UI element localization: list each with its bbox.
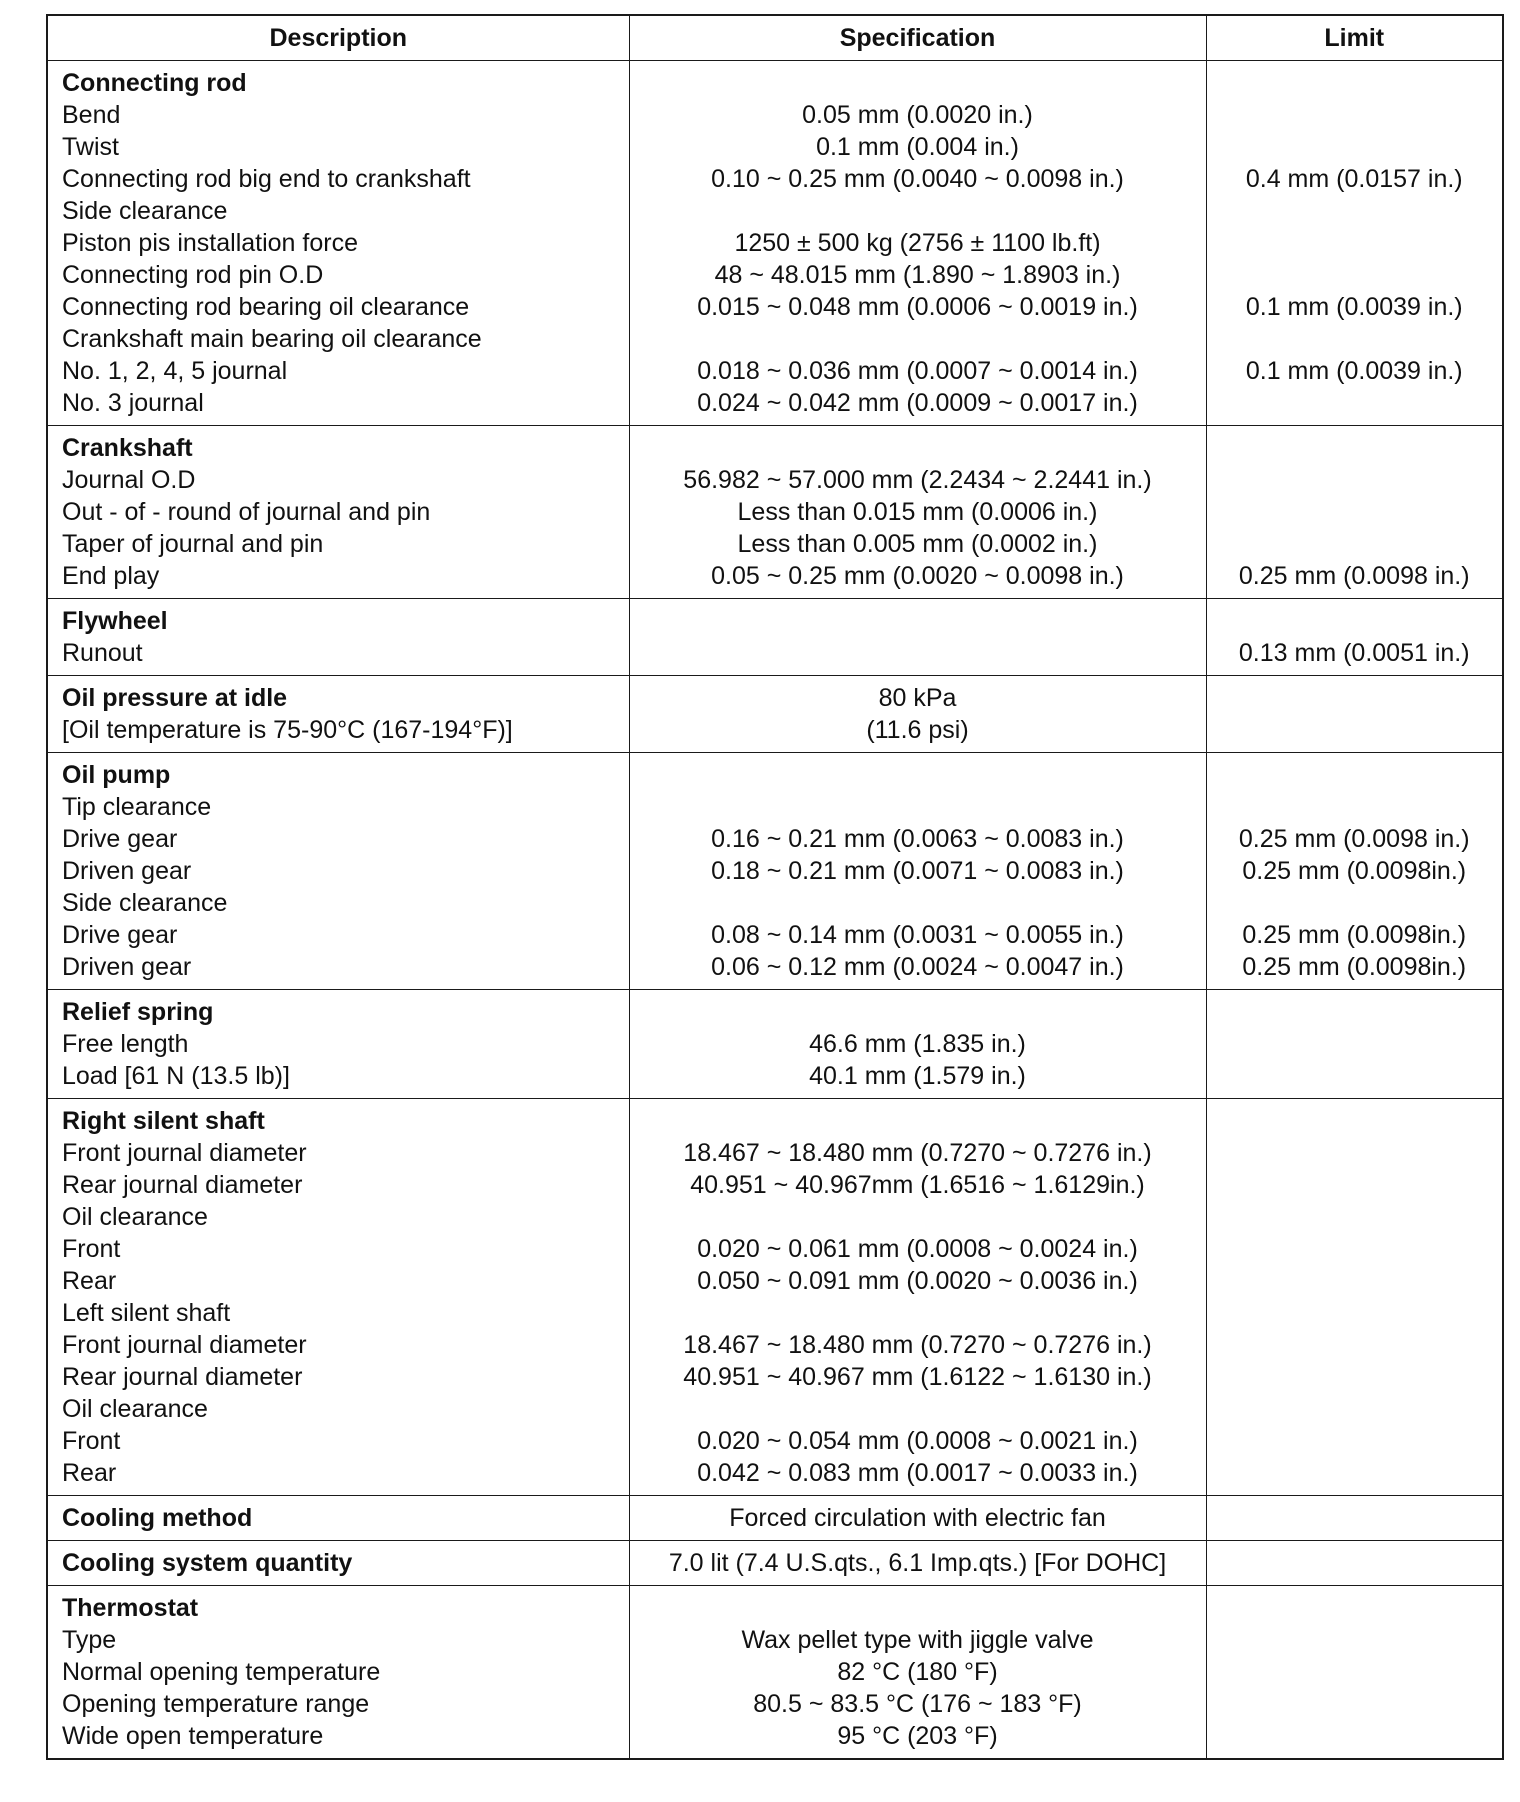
item-label: Type	[62, 1626, 117, 1654]
limit-value	[1213, 1547, 1497, 1579]
specification-cell	[629, 61, 1206, 426]
spec-value	[636, 1393, 1200, 1425]
description-cell	[47, 990, 629, 1099]
specification-cell	[629, 676, 1206, 753]
spec-value: 0.05 ~ 0.25 mm (0.0020 ~ 0.0098 in.)	[711, 562, 1124, 590]
limit-value	[1213, 195, 1497, 227]
limit-value	[1213, 1105, 1497, 1137]
limit-value	[1213, 682, 1497, 714]
item-label: No. 3 journal	[62, 389, 204, 417]
spec-value	[636, 759, 1200, 791]
item-label: End play	[62, 562, 160, 590]
item-label: Rear	[62, 1267, 117, 1295]
limit-value	[1213, 1624, 1497, 1656]
limit-value	[1213, 464, 1497, 496]
item-label: Drive gear	[62, 825, 178, 853]
limit-value	[1213, 1233, 1497, 1265]
section-title: Flywheel	[62, 607, 168, 635]
spec-value	[636, 1297, 1200, 1329]
limit-value	[1213, 714, 1497, 746]
header-row	[47, 15, 1503, 61]
section-row-thermostat	[47, 1586, 1503, 1760]
spec-value: 0.020 ~ 0.061 mm (0.0008 ~ 0.0024 in.)	[697, 1235, 1138, 1263]
limit-cell	[1206, 61, 1503, 426]
item-label: Side clearance	[62, 197, 228, 225]
spec-value: 80 kPa	[878, 684, 957, 712]
spec-value: Less than 0.005 mm (0.0002 in.)	[737, 530, 1098, 558]
section-row-connecting-rod	[47, 61, 1503, 426]
spec-value: 18.467 ~ 18.480 mm (0.7270 ~ 0.7276 in.)	[683, 1331, 1152, 1359]
item-label: Driven gear	[62, 953, 192, 981]
table-body	[47, 61, 1503, 1760]
limit-value	[1213, 528, 1497, 560]
limit-value	[1213, 1361, 1497, 1393]
spec-value	[636, 605, 1200, 637]
spec-value: 48 ~ 48.015 mm (1.890 ~ 1.8903 in.)	[714, 261, 1121, 289]
spec-value: 0.024 ~ 0.042 mm (0.0009 ~ 0.0017 in.)	[697, 389, 1138, 417]
section-row-cooling-method	[47, 1496, 1503, 1541]
description-cell	[47, 1099, 629, 1496]
spec-value	[636, 887, 1200, 919]
item-label: Connecting rod big end to crankshaft	[62, 165, 471, 193]
description-cell	[47, 1496, 629, 1541]
item-label: Drive gear	[62, 921, 178, 949]
item-label: Opening temperature range	[62, 1690, 370, 1718]
specification-cell	[629, 1541, 1206, 1586]
item-label: Front	[62, 1427, 121, 1455]
limit-cell	[1206, 426, 1503, 599]
item-label: Oil clearance	[62, 1395, 208, 1423]
section-row-cooling-system-quantity	[47, 1541, 1503, 1586]
item-label: Rear journal diameter	[62, 1363, 303, 1391]
item-label: Front journal diameter	[62, 1331, 307, 1359]
section-title: Thermostat	[62, 1594, 199, 1622]
spec-value	[636, 67, 1200, 99]
description-cell	[47, 676, 629, 753]
description-cell	[47, 426, 629, 599]
spec-value: 1250 ± 500 kg (2756 ± 1100 lb.ft)	[734, 229, 1101, 257]
item-label: Driven gear	[62, 857, 192, 885]
limit-value: 0.13 mm (0.0051 in.)	[1238, 639, 1470, 667]
limit-cell	[1206, 1099, 1503, 1496]
spec-value: 0.018 ~ 0.036 mm (0.0007 ~ 0.0014 in.)	[697, 357, 1138, 385]
spec-value	[636, 323, 1200, 355]
item-label: Taper of journal and pin	[62, 530, 324, 558]
limit-value	[1213, 1060, 1497, 1092]
item-label: Free length	[62, 1030, 189, 1058]
limit-value	[1213, 1720, 1497, 1752]
spec-value: (11.6 psi)	[866, 716, 969, 744]
section-row-relief-spring	[47, 990, 1503, 1099]
spec-value: 82 °C (180 °F)	[837, 1658, 998, 1686]
spec-value	[636, 996, 1200, 1028]
spec-value: Forced circulation with electric fan	[729, 1504, 1106, 1532]
item-label: [Oil temperature is 75-90°C (167-194°F)]	[62, 716, 513, 744]
limit-value	[1213, 759, 1497, 791]
description-cell	[47, 753, 629, 990]
spec-value	[636, 791, 1200, 823]
item-label: Front journal diameter	[62, 1139, 307, 1167]
spec-value: 95 °C (203 °F)	[837, 1722, 998, 1750]
item-label: Out - of - round of journal and pin	[62, 498, 431, 526]
limit-value	[1213, 1393, 1497, 1425]
item-label: Piston pis installation force	[62, 229, 358, 257]
limit-value	[1213, 1201, 1497, 1233]
limit-value	[1213, 1656, 1497, 1688]
limit-value	[1213, 496, 1497, 528]
item-label: Connecting rod bearing oil clearance	[62, 293, 470, 321]
item-label: Rear	[62, 1459, 117, 1487]
engine-spec-table	[46, 14, 1504, 1760]
limit-value	[1213, 259, 1497, 291]
section-row-flywheel	[47, 599, 1503, 676]
limit-value: 0.4 mm (0.0157 in.)	[1245, 165, 1463, 193]
limit-value	[1213, 387, 1497, 419]
item-label: Twist	[62, 133, 119, 161]
section-title: Connecting rod	[62, 69, 247, 97]
limit-value: 0.25 mm (0.0098in.)	[1242, 857, 1467, 885]
limit-value	[1213, 67, 1497, 99]
section-title: Oil pump	[62, 761, 171, 789]
description-cell	[47, 1541, 629, 1586]
item-label: Oil clearance	[62, 1203, 208, 1231]
limit-value	[1213, 432, 1497, 464]
limit-value	[1213, 1265, 1497, 1297]
limit-value: 0.1 mm (0.0039 in.)	[1245, 293, 1463, 321]
limit-value	[1213, 791, 1497, 823]
item-label: Load [61 N (13.5 lb)]	[62, 1062, 290, 1090]
description-cell	[47, 61, 629, 426]
spec-value: 0.08 ~ 0.14 mm (0.0031 ~ 0.0055 in.)	[711, 921, 1124, 949]
spec-value: 0.042 ~ 0.083 mm (0.0017 ~ 0.0033 in.)	[697, 1459, 1138, 1487]
section-title: Relief spring	[62, 998, 214, 1026]
spec-value: 18.467 ~ 18.480 mm (0.7270 ~ 0.7276 in.)	[683, 1139, 1152, 1167]
specification-cell	[629, 1496, 1206, 1541]
limit-value: 0.25 mm (0.0098 in.)	[1238, 562, 1470, 590]
section-title: Oil pressure at idle	[62, 684, 288, 712]
limit-cell	[1206, 990, 1503, 1099]
section-title: Cooling system quantity	[62, 1549, 353, 1577]
limit-value	[1213, 887, 1497, 919]
limit-value	[1213, 1457, 1497, 1489]
item-label: Left silent shaft	[62, 1299, 231, 1327]
description-cell	[47, 599, 629, 676]
spec-sheet	[46, 14, 1502, 1760]
limit-value	[1213, 1137, 1497, 1169]
spec-value: 40.951 ~ 40.967mm (1.6516 ~ 1.6129in.)	[690, 1171, 1145, 1199]
item-label: Journal O.D	[62, 466, 196, 494]
section-title: Cooling method	[62, 1504, 253, 1532]
limit-value: 0.25 mm (0.0098in.)	[1242, 921, 1467, 949]
limit-value	[1213, 1028, 1497, 1060]
section-row-crankshaft	[47, 426, 1503, 599]
limit-value	[1213, 1502, 1497, 1534]
header-specification: Specification	[629, 15, 1206, 61]
spec-value	[636, 432, 1200, 464]
limit-value: 0.25 mm (0.0098 in.)	[1238, 825, 1470, 853]
spec-value	[636, 1105, 1200, 1137]
limit-cell	[1206, 1496, 1503, 1541]
limit-cell	[1206, 1541, 1503, 1586]
limit-value	[1213, 1425, 1497, 1457]
spec-value: 80.5 ~ 83.5 °C (176 ~ 183 °F)	[753, 1690, 1082, 1718]
item-label: No. 1, 2, 4, 5 journal	[62, 357, 288, 385]
spec-value: 0.06 ~ 0.12 mm (0.0024 ~ 0.0047 in.)	[711, 953, 1124, 981]
limit-cell	[1206, 1586, 1503, 1760]
limit-cell	[1206, 599, 1503, 676]
specification-cell	[629, 426, 1206, 599]
item-label: Rear journal diameter	[62, 1171, 303, 1199]
header-limit: Limit	[1206, 15, 1503, 61]
section-title: Crankshaft	[62, 434, 193, 462]
item-label: Connecting rod pin O.D	[62, 261, 324, 289]
spec-value: 0.05 mm (0.0020 in.)	[802, 101, 1033, 129]
limit-value	[1213, 131, 1497, 163]
specification-cell	[629, 990, 1206, 1099]
spec-value: 0.015 ~ 0.048 mm (0.0006 ~ 0.0019 in.)	[697, 293, 1138, 321]
item-label: Tip clearance	[62, 793, 212, 821]
limit-cell	[1206, 676, 1503, 753]
limit-value	[1213, 996, 1497, 1028]
spec-value: 46.6 mm (1.835 in.)	[809, 1030, 1026, 1058]
limit-value	[1213, 605, 1497, 637]
limit-value	[1213, 1329, 1497, 1361]
spec-value: 0.050 ~ 0.091 mm (0.0020 ~ 0.0036 in.)	[697, 1267, 1138, 1295]
spec-value: 0.1 mm (0.004 in.)	[816, 133, 1019, 161]
limit-value	[1213, 1688, 1497, 1720]
limit-value	[1213, 227, 1497, 259]
spec-value: 40.951 ~ 40.967 mm (1.6122 ~ 1.6130 in.)	[683, 1363, 1152, 1391]
description-cell	[47, 1586, 629, 1760]
limit-value	[1213, 99, 1497, 131]
section-title: Right silent shaft	[62, 1107, 265, 1135]
header-description: Description	[47, 15, 629, 61]
item-label: Crankshaft main bearing oil clearance	[62, 325, 482, 353]
spec-value: 0.18 ~ 0.21 mm (0.0071 ~ 0.0083 in.)	[711, 857, 1124, 885]
spec-value	[636, 1201, 1200, 1233]
spec-value: Less than 0.015 mm (0.0006 in.)	[737, 498, 1098, 526]
limit-value: 0.1 mm (0.0039 in.)	[1245, 357, 1463, 385]
section-row-oil-pressure-at-idle	[47, 676, 1503, 753]
spec-value: 0.020 ~ 0.054 mm (0.0008 ~ 0.0021 in.)	[697, 1427, 1138, 1455]
limit-value	[1213, 1169, 1497, 1201]
spec-value: 40.1 mm (1.579 in.)	[809, 1062, 1026, 1090]
spec-value	[636, 1592, 1200, 1624]
spec-value: 0.16 ~ 0.21 mm (0.0063 ~ 0.0083 in.)	[711, 825, 1124, 853]
spec-value: 7.0 lit (7.4 U.S.qts., 6.1 Imp.qts.) [For DOHC]	[668, 1549, 1167, 1577]
section-row-right-silent-shaft	[47, 1099, 1503, 1496]
item-label: Normal opening temperature	[62, 1658, 381, 1686]
item-label: Front	[62, 1235, 121, 1263]
spec-value	[636, 195, 1200, 227]
limit-value	[1213, 1592, 1497, 1624]
specification-cell	[629, 1586, 1206, 1760]
item-label: Side clearance	[62, 889, 228, 917]
limit-value	[1213, 323, 1497, 355]
item-label: Bend	[62, 101, 121, 129]
spec-value: Wax pellet type with jiggle valve	[741, 1626, 1094, 1654]
section-row-oil-pump	[47, 753, 1503, 990]
specification-cell	[629, 753, 1206, 990]
spec-value	[636, 637, 1200, 669]
spec-value: 56.982 ~ 57.000 mm (2.2434 ~ 2.2441 in.)	[683, 466, 1152, 494]
limit-value: 0.25 mm (0.0098in.)	[1242, 953, 1467, 981]
item-label: Runout	[62, 639, 143, 667]
specification-cell	[629, 1099, 1206, 1496]
limit-cell	[1206, 753, 1503, 990]
specification-cell	[629, 599, 1206, 676]
spec-value: 0.10 ~ 0.25 mm (0.0040 ~ 0.0098 in.)	[711, 165, 1124, 193]
item-label: Wide open temperature	[62, 1722, 324, 1750]
limit-value	[1213, 1297, 1497, 1329]
